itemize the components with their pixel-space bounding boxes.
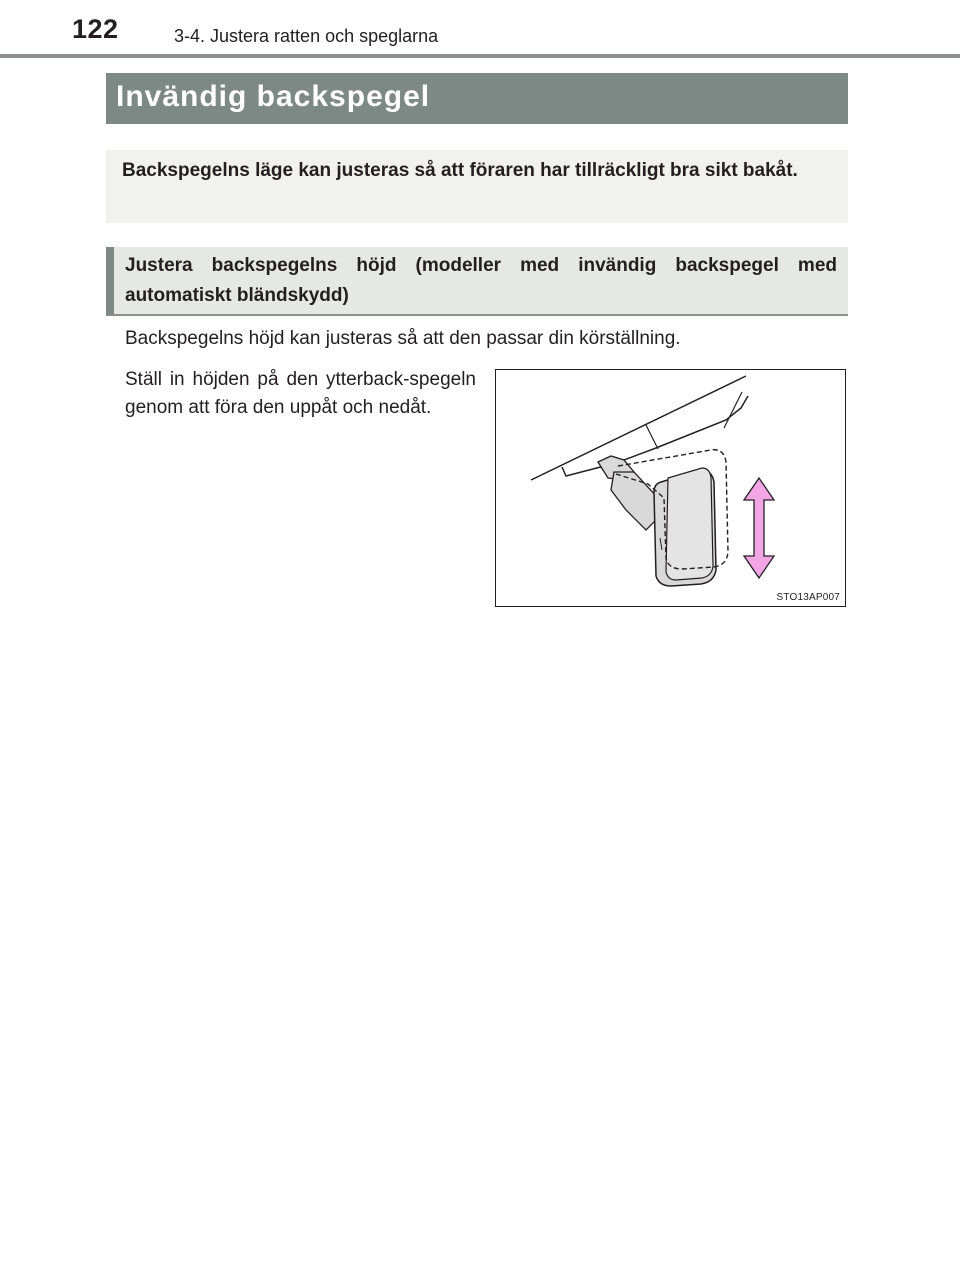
mirror-arm	[611, 472, 658, 530]
body-text: Backspegelns höjd kan justeras så att den passar din körställning.	[125, 328, 681, 349]
up-down-arrow-icon	[744, 478, 774, 578]
section-banner	[106, 73, 848, 124]
windshield-line	[531, 376, 746, 480]
intro-text: Backspegelns läge kan justeras så att föraren har tillräckligt bra sikt bakåt.	[122, 160, 798, 181]
subsection-heading	[106, 247, 848, 316]
headliner-outline	[562, 396, 748, 476]
mirror-drawing	[496, 370, 845, 606]
mirror-face	[666, 468, 713, 580]
intro-box	[106, 150, 848, 223]
instruction-text: Ställ in höjden på den ytterback-spegeln genom att föra den uppåt och nedåt.	[125, 369, 476, 418]
chapter-title: 3-4. Justera ratten och speglarna	[174, 26, 439, 46]
page-number: 122	[72, 14, 119, 44]
figure-code: STO13AP007	[776, 592, 840, 603]
trim-seam	[646, 425, 658, 449]
heading-accent-bar	[106, 247, 114, 314]
header-rule	[0, 54, 960, 58]
section-title: Invändig backspegel	[116, 80, 431, 113]
mirror-illustration	[495, 369, 846, 607]
subsection-heading-text: Justera backspegelns höjd (modeller med invändig backspegel med automatiskt bländskydd)	[125, 255, 837, 306]
